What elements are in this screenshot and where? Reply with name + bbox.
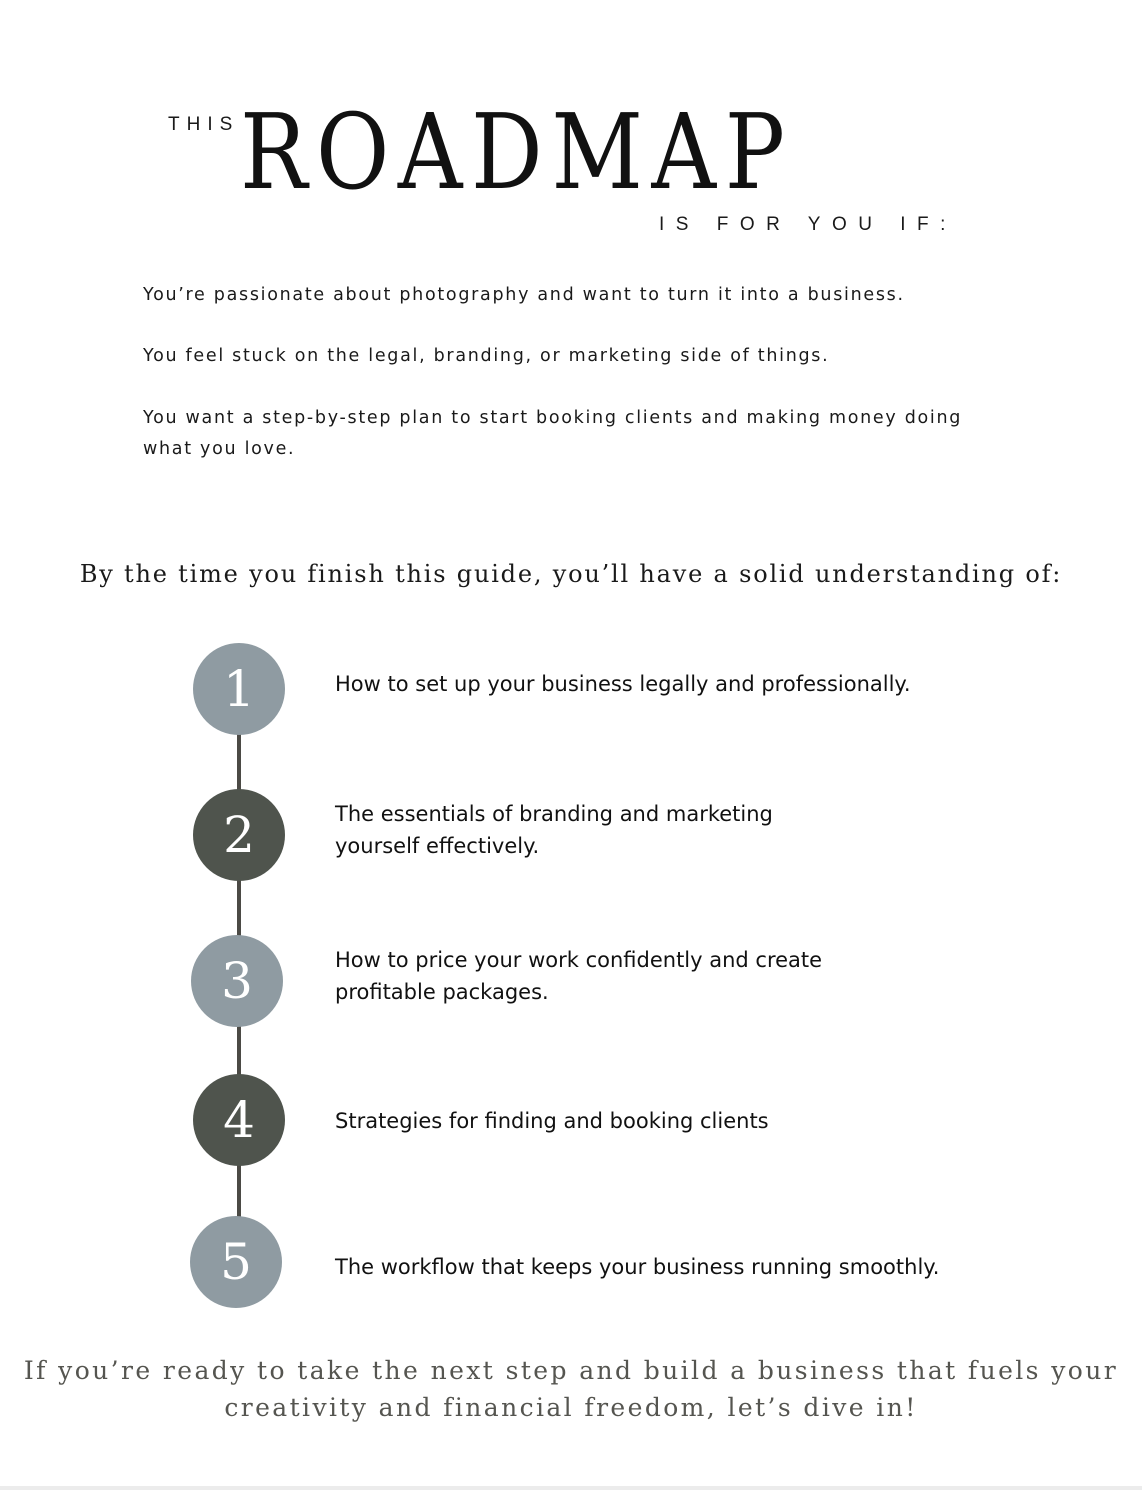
step-number-circle-5: 5	[190, 1216, 282, 1308]
page-title: ROADMAP	[240, 91, 794, 213]
step-text-2: The essentials of branding and marketing yourself effectively.	[335, 802, 773, 858]
title-eyebrow: THIS	[168, 114, 240, 135]
step-number-circle-2: 2	[193, 789, 285, 881]
step-text-5: The workflow that keeps your business running smoothly.	[335, 1255, 940, 1279]
title-subtitle: IS FOR YOU IF:	[659, 214, 957, 235]
step-text-1: How to set up your business legally and professionally.	[335, 672, 911, 696]
step-number-circle-1: 1	[193, 643, 285, 735]
page-bottom-edge	[0, 1486, 1142, 1490]
closing-statement: If you’re ready to take the next step and build a business that fuels your creativity and financial freedom, let’s dive in!	[23, 1356, 1119, 1422]
guide-lead-heading: By the time you finish this guide, you’ll have a solid understanding of:	[79, 560, 1063, 588]
step-number-circle-4: 4	[193, 1074, 285, 1166]
step-number-circle-3: 3	[191, 935, 283, 1027]
intro-paragraph-3: You want a step-by-step plan to start booking clients and making money doing what you love.	[143, 408, 963, 459]
step-text-3: How to price your work confidently and create profitable packages.	[335, 948, 823, 1004]
step-text-4: Strategies for finding and booking clients	[335, 1109, 769, 1133]
intro-paragraph-1: You’re passionate about photography and want to turn it into a business.	[143, 285, 905, 305]
intro-paragraph-2: You feel stuck on the legal, branding, or marketing side of things.	[143, 346, 830, 366]
